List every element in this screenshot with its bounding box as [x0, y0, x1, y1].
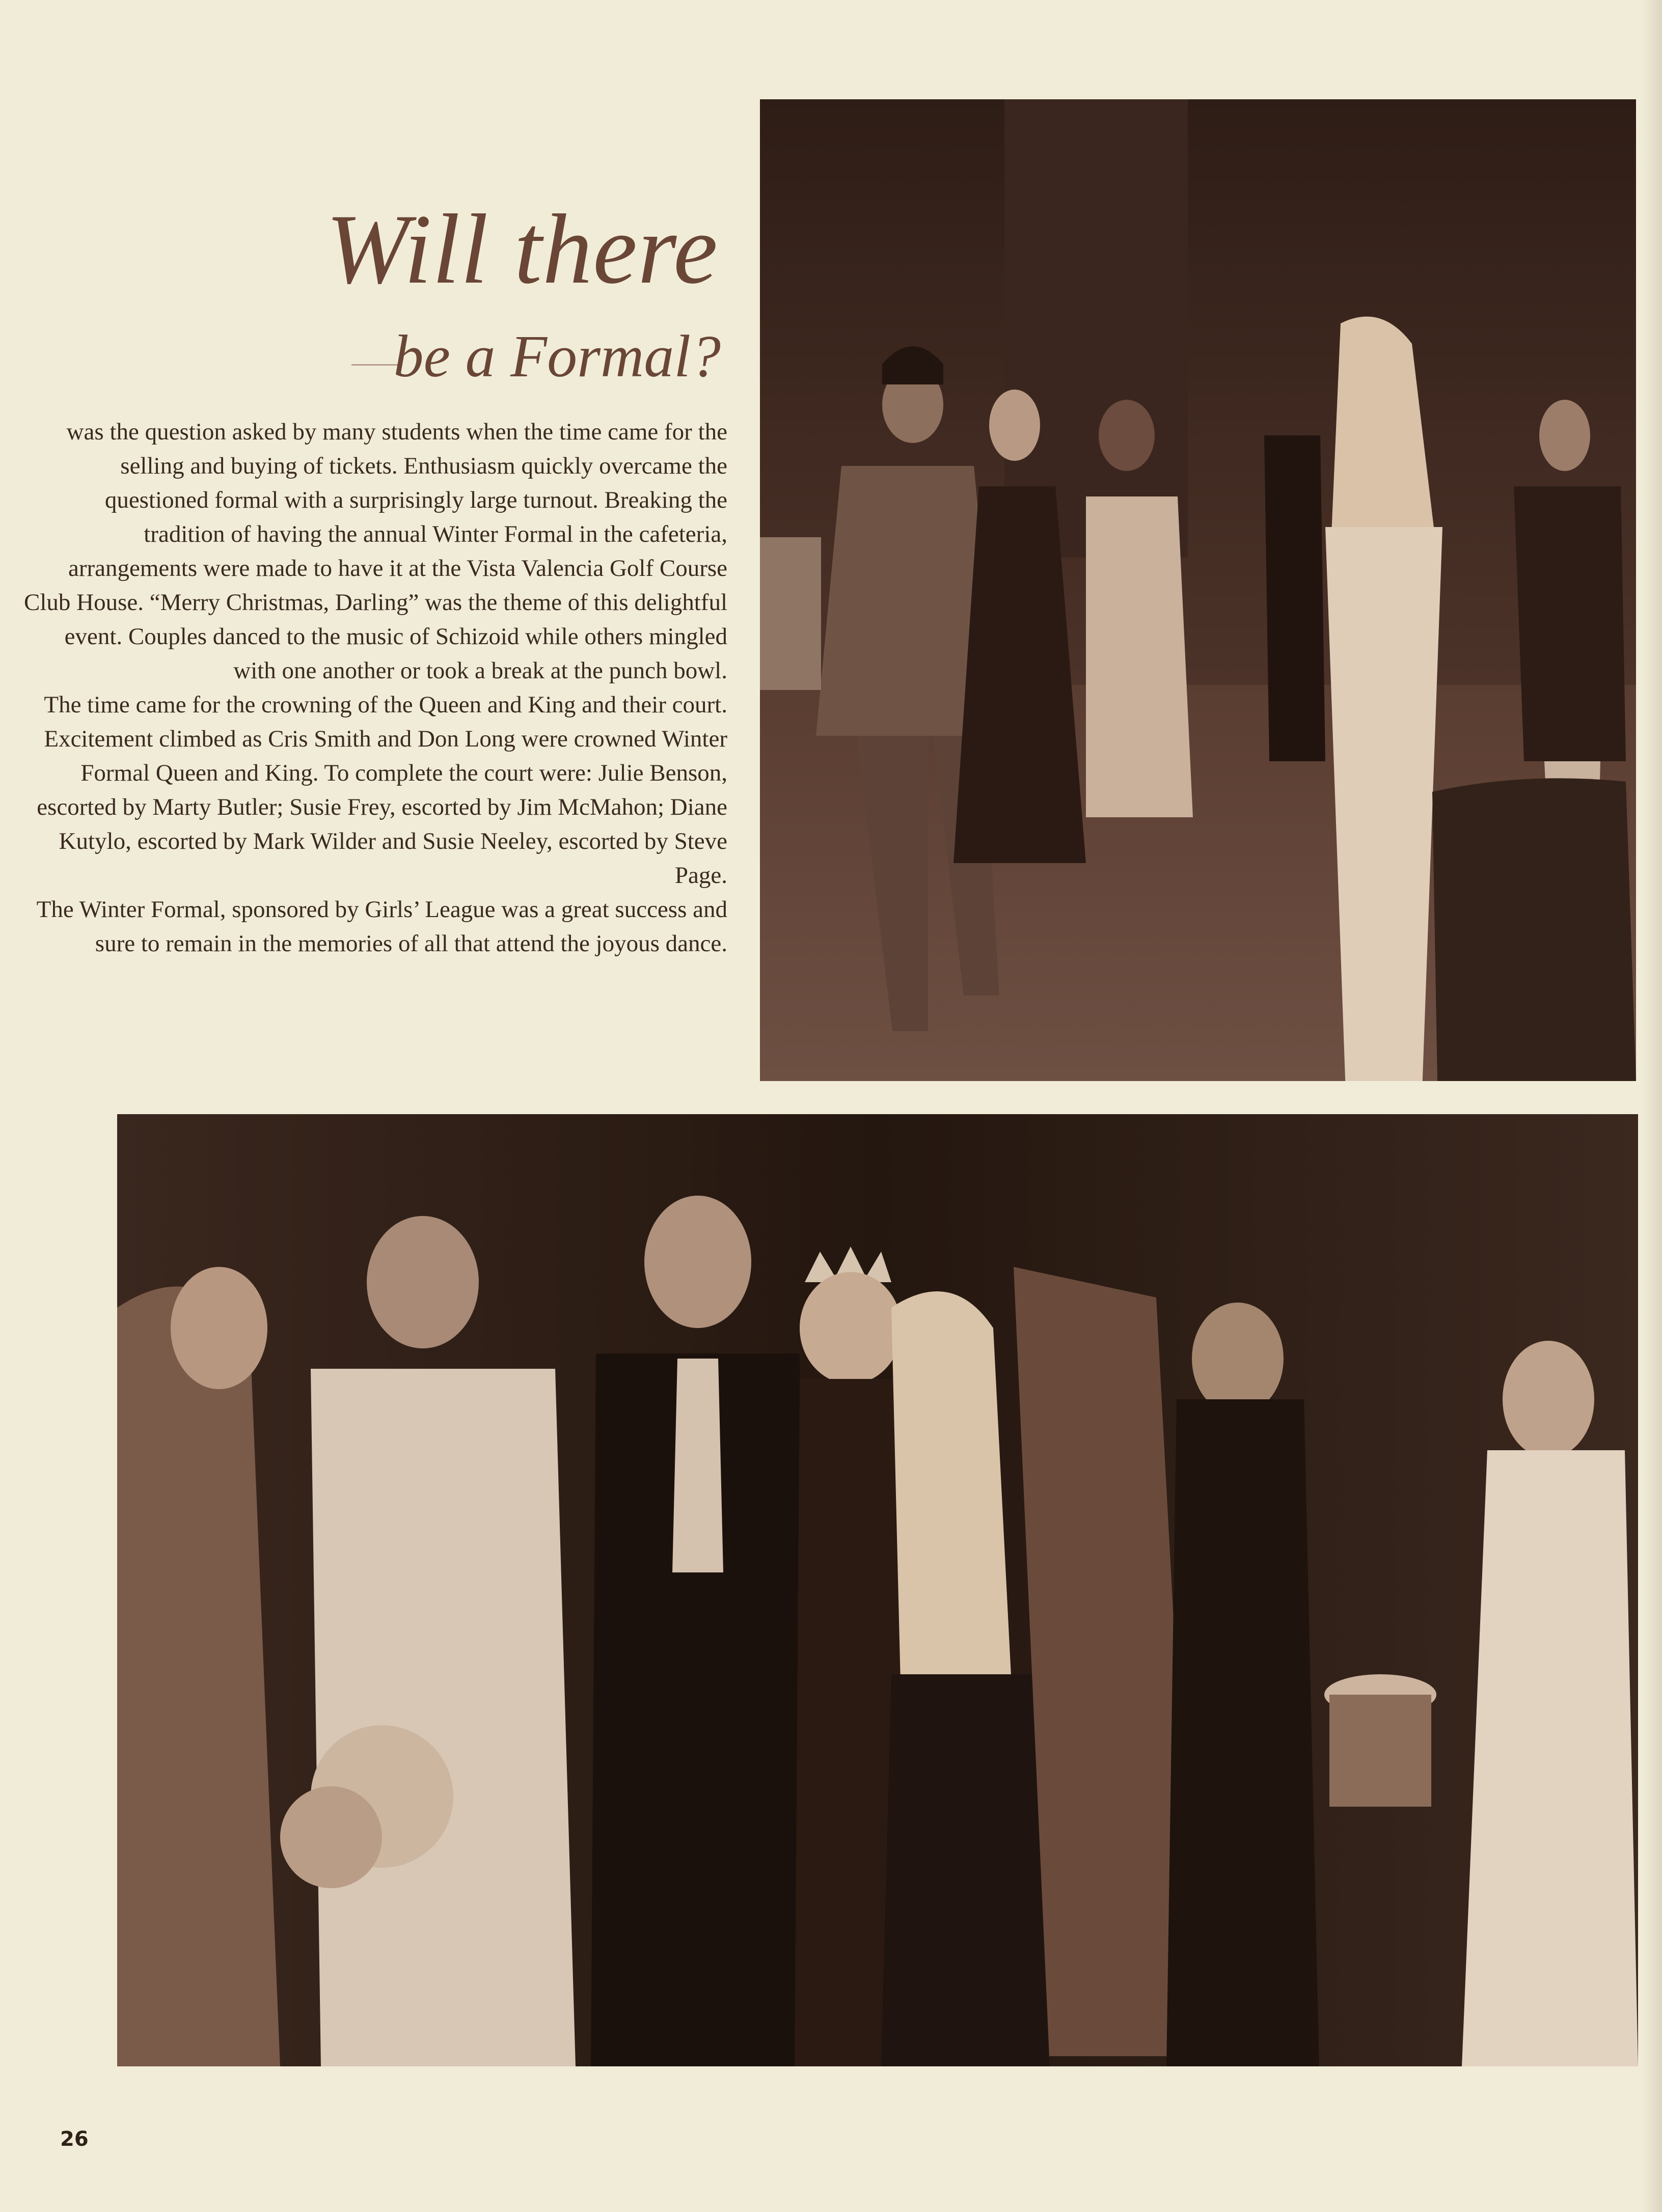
page-edge [1642, 0, 1662, 2212]
article-paragraph-3: The Winter Formal, sponsored by Girls’ League was a great success and sure to remain in the memories of all that attend the joyous dance. [36, 896, 727, 957]
dancing-photo-image [760, 99, 1636, 1081]
article-body [20, 415, 727, 961]
photo-crowning-court [117, 1114, 1638, 2066]
article-title: Will there [325, 194, 718, 305]
article-paragraph-2: The time came for the crowning of the Queen and King and their court. Excitement climbed as Cris Smith and Don Long were crowned Winter Formal Queen and King. To complete the court were: Julie Benson, escorted by Marty Butler; Susie Frey, escorted by Jim McMahon; Diane Kutylo, escorted by Mark Wilder and Susie Neeley, escorted by Steve Page. [37, 692, 727, 889]
page-number: 26 [60, 2127, 89, 2151]
photo-dancing-couples [760, 99, 1636, 1081]
article-subtitle: be a Formal? [393, 323, 721, 390]
article-paragraph-1: was the question asked by many students when the time came for the selling and buying of tickets. Enthusiasm quickly overcame the questioned formal with a surprisingly large turnout. Breaking the tradition of having the annual Winter Formal in the cafeteria, arrangements were made to have it at the Vista Valencia Golf Course Club House. “Merry Christmas, Darling” was the theme of this delightful event. Couples danced to the music of Schizoid while others mingled with one another or took a break at the punch bowl. [23, 419, 727, 684]
crowning-photo-image [117, 1114, 1638, 2066]
